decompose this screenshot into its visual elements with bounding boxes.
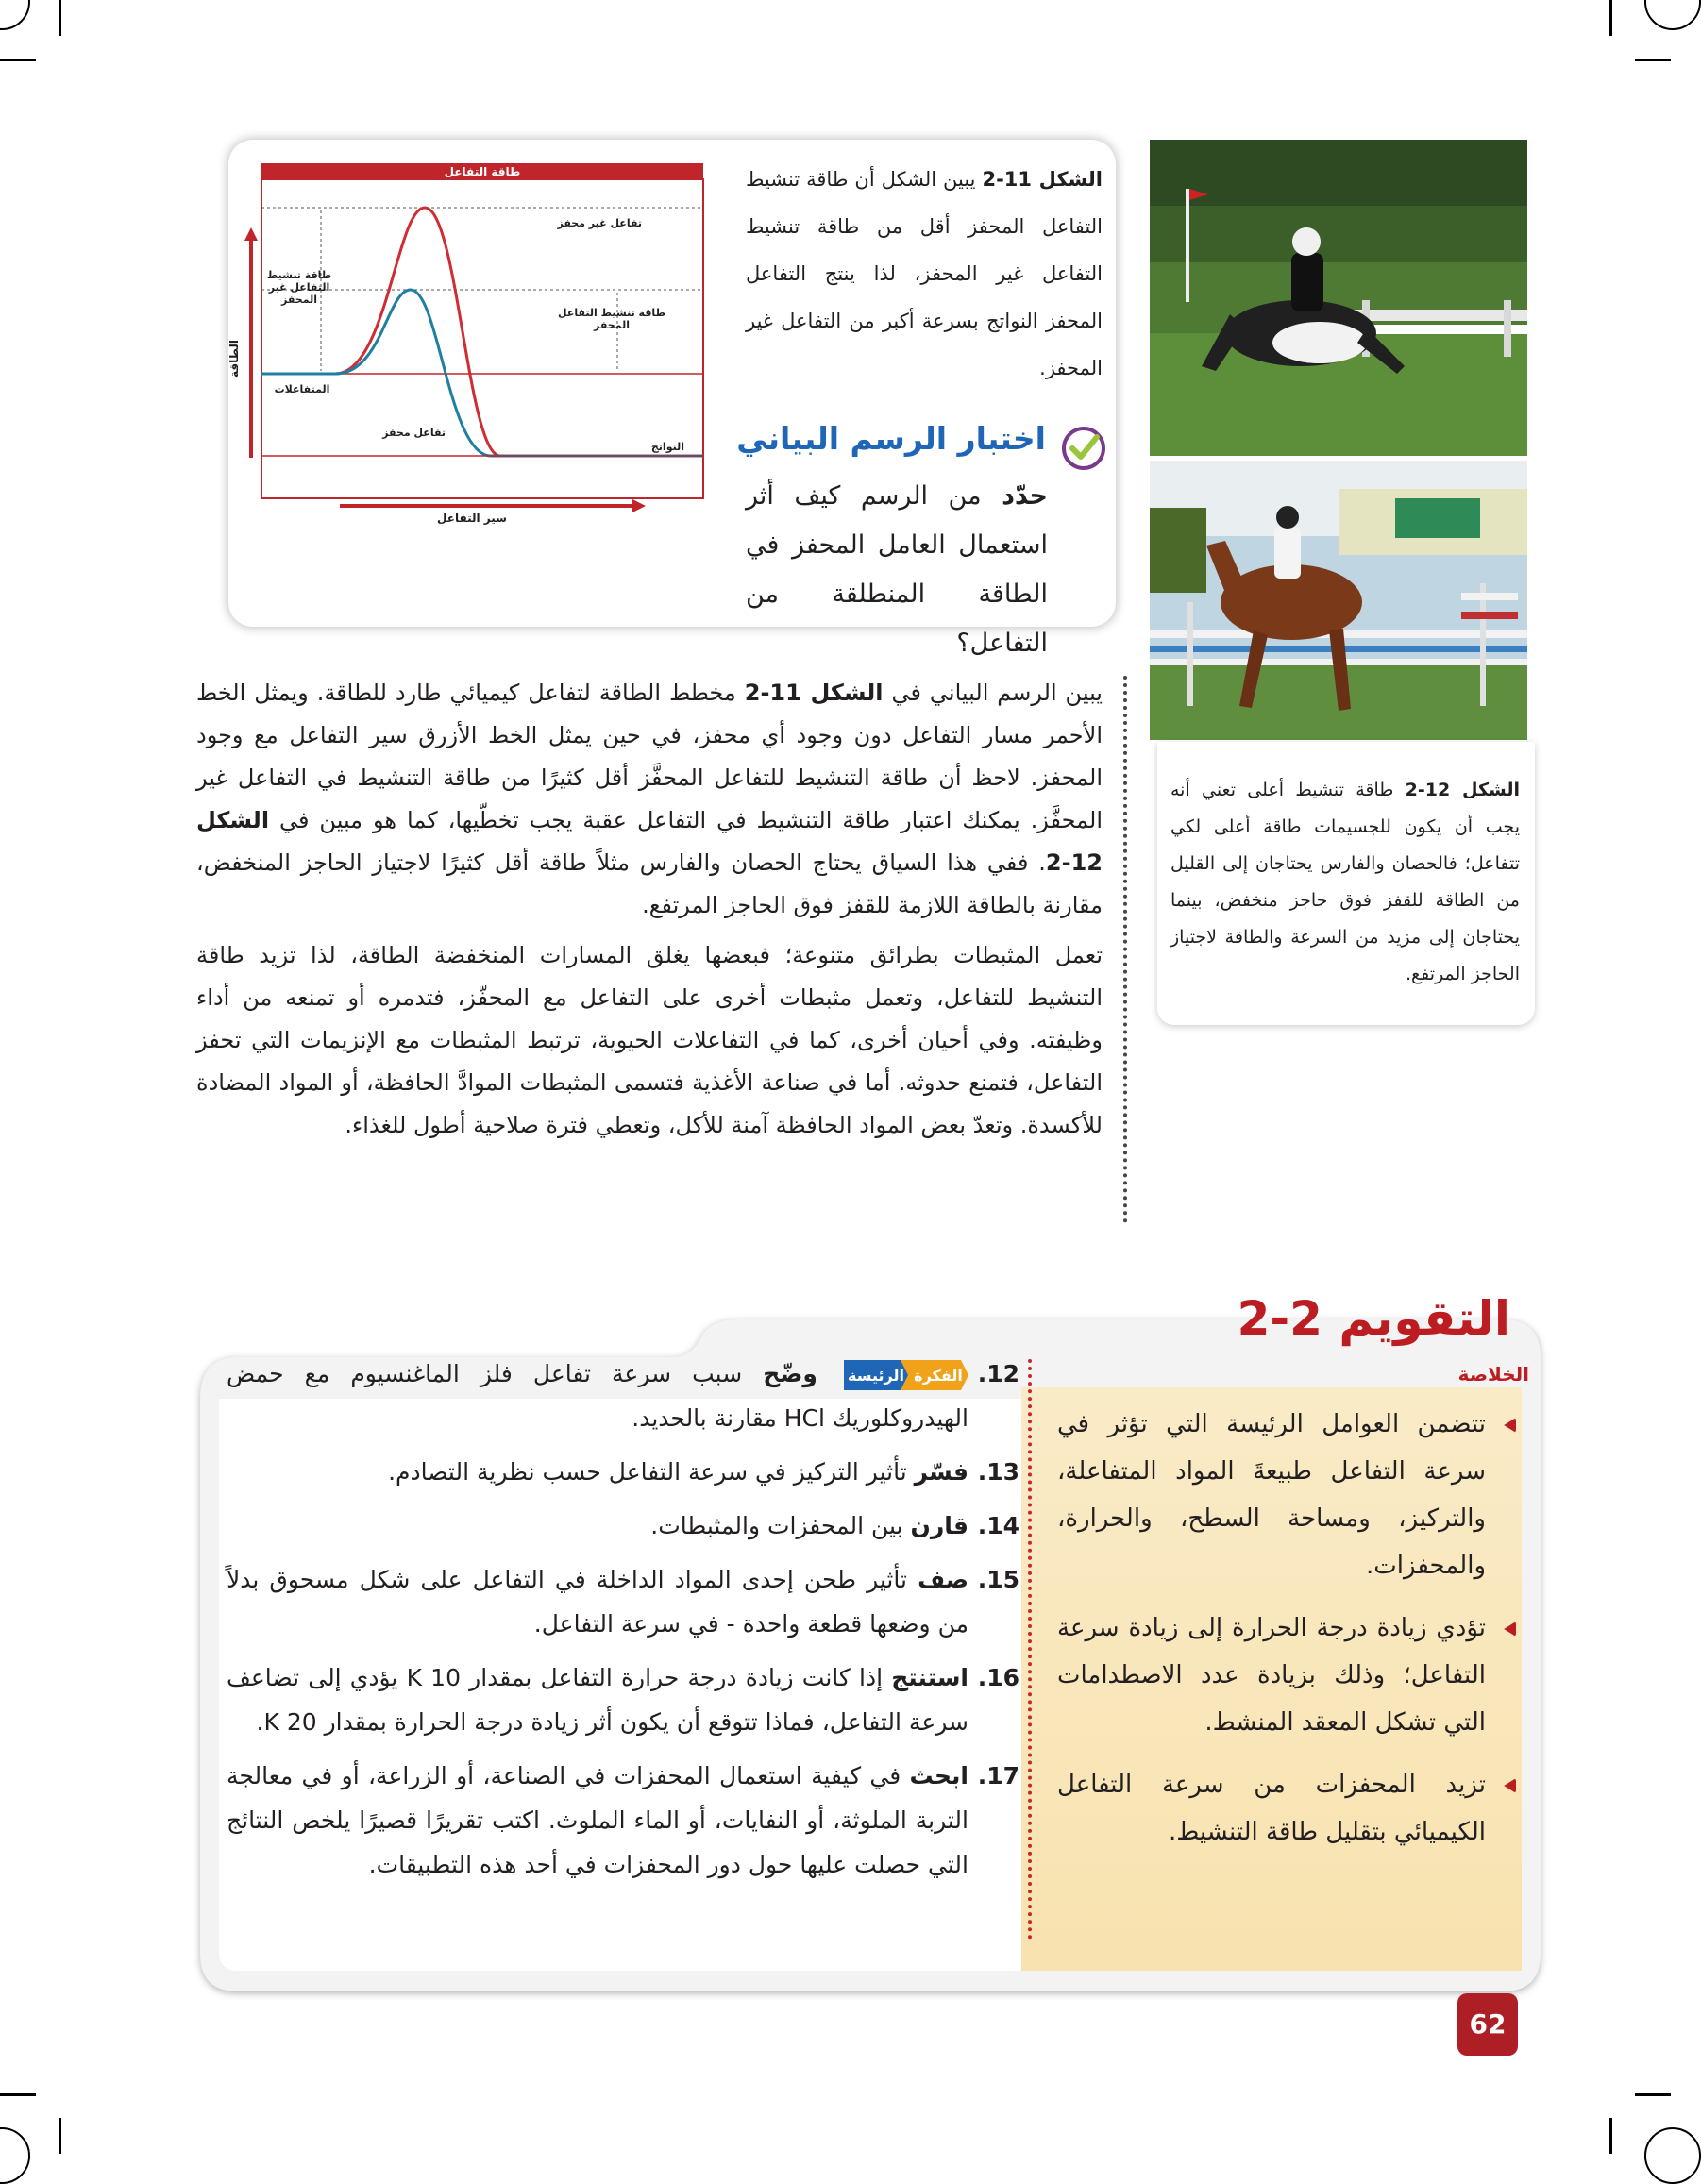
question-text: تأثير طحن إحدى المواد الداخلة في التفاعل على شكل مسحوق بدلاً من وضعها قطعة واحدة - في سرعة التفاعل.	[227, 1566, 968, 1638]
question-item	[227, 1352, 1019, 1440]
registration-mark	[1644, 2127, 1701, 2184]
label-products: النواتج	[650, 441, 684, 453]
summary-list	[1057, 1401, 1516, 1871]
body-paragraph-2: تعمل المثبطات بطرائق متنوعة؛ فبعضها يغلق المسارات المنخفضة الطاقة، لذا تزيد طاقة التنشيط للتفاعل، وتعمل مثبطات أخرى على التفاعل مع المحفّز، فتدمره أو تمنعه من أداء وظيفته. وفي أحيان أخرى، كما في التفاعلات الحيوية، ترتبط المثبطات مع الإنزيمات التي تحفز التفاعل، فتمنع حدوثه. أما في صناعة الأغذية فتسمى المثبطات الموادَّ الحافظة، أو المواد المضادة للأكسدة. وتعدّ بعض المواد الحافظة آمنة للأكل، وتعطي فترة صلاحية أطول للغذاء.	[196, 942, 1103, 1138]
bullet-icon	[1501, 1418, 1516, 1433]
horse-jump-photo-high	[1150, 461, 1527, 740]
question-number: 15.	[977, 1566, 1019, 1593]
figure-11-reference: الشكل 11-2	[744, 680, 884, 706]
question-number: 17.	[977, 1762, 1019, 1789]
y-axis-arrowhead	[244, 227, 258, 241]
question-verb: وضّح	[763, 1360, 817, 1387]
graph-check-header	[736, 420, 1114, 467]
main-idea-badge	[844, 1358, 968, 1392]
body-paragraph-1	[196, 672, 1103, 927]
question-number: 13.	[977, 1458, 1019, 1486]
crop-mark	[59, 0, 61, 36]
crop-mark	[1635, 59, 1671, 61]
label-reactants: المتفاعلات	[274, 383, 330, 395]
question-number: 12.	[977, 1360, 1019, 1387]
graph-check-title: اختبار الرسم البياني	[736, 420, 1046, 457]
summary-item	[1057, 1604, 1516, 1746]
badge-text-2: الرئيسة	[848, 1367, 904, 1385]
checkmark-icon	[1061, 426, 1106, 471]
summary-item	[1057, 1401, 1516, 1589]
energy-chart	[227, 156, 717, 529]
figure-11-label: الشكل 11-2	[982, 168, 1103, 191]
question-text: في كيفية استعمال المحفزات في الصناعة، أو الزراعة، أو في معالجة التربة الملوثة، أو النفايات، أو الماء الملوث. اكتب تقريرًا قصيرًا يلخص النتائج التي حصلت عليها حول دور المحفزات في أحد هذه التطبيقات.	[227, 1762, 968, 1878]
body-text-span: يبين الرسم البياني في	[883, 680, 1103, 706]
crop-mark	[0, 59, 36, 61]
page-number: 62	[1457, 1993, 1518, 2056]
graph-check-question	[746, 472, 1048, 668]
figure-12-reference: الشكل 12-2	[196, 807, 1103, 876]
question-text: إذا كانت زيادة درجة حرارة التفاعل بمقدار 10 K يؤدي إلى تضاعف سرعة التفاعل، فماذا تتوقع أن يكون أثر زيادة درجة الحرارة بمقدار 20 K.	[227, 1664, 968, 1736]
body-text-span: مخطط الطاقة لتفاعل كيميائي طارد للطاقة. ويمثل الخط الأحمر مسار التفاعل دون وجود أي محفز، في حين يمثل الخط الأزرق سير التفاعل مع وجود المحفز. لاحظ أن طاقة التنشيط للتفاعل المحفَّز أقل كثيرًا من طاقة التنشيط في التفاعل غير المحفَّز. يمكنك اعتبار طاقة التنشيط في التفاعل عقبة يجب تخطّيها، كما هو مبين في	[196, 680, 1103, 833]
label-ea-catalyzed-wrap	[555, 307, 668, 344]
margin-dotted-rule	[1123, 676, 1127, 1223]
registration-mark	[1644, 0, 1701, 30]
question-number: 16.	[977, 1664, 1019, 1691]
question-verb: ابحث	[909, 1762, 968, 1789]
question-item	[227, 1504, 1019, 1548]
crop-mark	[1635, 2093, 1671, 2096]
question-number: 14.	[977, 1512, 1019, 1539]
summary-label: الخلاصة	[1457, 1363, 1529, 1386]
summary-item	[1057, 1761, 1516, 1856]
question-item	[227, 1754, 1019, 1887]
label-ea-uncatalyzed: طاقة تنشيط التفاعل غير المحفز	[266, 269, 332, 306]
registration-mark	[0, 0, 30, 30]
crop-mark	[1609, 2118, 1612, 2154]
question-verb: قارن	[910, 1512, 968, 1539]
figure-11-caption	[746, 156, 1103, 392]
question-item	[227, 1557, 1019, 1646]
crop-mark	[59, 2118, 61, 2154]
x-axis-arrowhead	[632, 499, 646, 512]
crop-mark	[0, 2093, 36, 2096]
summary-text: تتضمن العوامل الرئيسة التي تؤثر في سرعة التفاعل طبيعةَ المواد المتفاعلة، والتركيز، ومساحة السطح، والحرارة، والمحفزات.	[1057, 1410, 1486, 1580]
horse-jump-photo-low	[1150, 140, 1527, 456]
graph-check-verb: حدّد	[1002, 481, 1048, 511]
assessment-title: التقويم 2-2	[1237, 1291, 1510, 1346]
label-catalyzed: تفاعل محفز	[382, 427, 446, 439]
figure-12-caption-text: طاقة تنشيط أعلى تعني أنه يجب أن يكون للجسيمات طاقة أعلى لكي تتفاعل؛ فالحصان والفارس يحتاجان إلى القليل من الطاقة للقفز فوق حاجز منخفض، بينما يحتاجان إلى مزيد من السرعة والطاقة لاجتياز الحاجز المرتفع.	[1170, 780, 1520, 984]
question-item	[227, 1655, 1019, 1744]
graph-check-text: من الرسم كيف أثر استعمال العامل المحفز في الطاقة المنطلقة من التفاعل؟	[746, 481, 1048, 658]
label-uncatalyzed: تفاعل غير محفز	[557, 217, 642, 229]
review-questions	[227, 1352, 1019, 1896]
question-verb: صف	[918, 1566, 969, 1593]
question-verb: استنتج	[891, 1664, 969, 1691]
y-axis-label: الطاقة	[227, 340, 241, 378]
summary-text: تؤدي زيادة درجة الحرارة إلى زيادة سرعة التفاعل؛ وذلك بزيادة عدد الاصطدامات التي تشكل المعقد المنشط.	[1057, 1614, 1486, 1737]
question-text: بين المحفزات والمثبطات.	[650, 1512, 903, 1539]
question-verb: فسّر	[914, 1458, 968, 1486]
badge-text-1: الفكرة	[914, 1367, 963, 1385]
x-axis-label: سير التفاعل	[437, 512, 507, 525]
body-text-span: . ففي هذا السياق يحتاج الحصان والفارس مثلاً طاقة أقل كثيرًا لاجتياز الحاجز المنخفض، مقارنة بالطاقة اللازمة للقفز فوق الحاجز المرتفع.	[196, 849, 1103, 918]
label-ea-uncatalyzed-wrap	[257, 269, 342, 314]
question-text: تأثير التركيز في سرعة التفاعل حسب نظرية التصادم.	[388, 1458, 907, 1486]
question-text: سبب سرعة تفاعل فلز الماغنسيوم مع حمض الهيدروكلوريك HCl مقارنة بالحديد.	[227, 1360, 968, 1432]
figure-11-caption-text: يبين الشكل أن طاقة تنشيط التفاعل المحفز أقل من طاقة تنشيط التفاعل غير المحفز، لذا ينتج التفاعل المحفز النواتج بسرعة أكبر من التفاعل غير المحفز.	[746, 168, 1103, 379]
registration-mark	[0, 2127, 30, 2184]
body-text	[196, 672, 1103, 1154]
figure-12-caption	[1170, 772, 1520, 993]
chart-title: طاقة التفاعل	[444, 165, 521, 178]
bullet-icon	[1501, 1778, 1516, 1793]
figure-12-label: الشكل 12-2	[1405, 780, 1520, 800]
summary-text: تزيد المحفزات من سرعة التفاعل الكيميائي بتقليل طاقة التنشيط.	[1057, 1771, 1486, 1846]
question-item	[227, 1450, 1019, 1494]
label-ea-catalyzed: طاقة تنشيط التفاعل المحفز	[558, 307, 665, 331]
assessment-dotted-divider	[1028, 1359, 1032, 1940]
crop-mark	[1609, 0, 1612, 36]
bullet-icon	[1501, 1621, 1516, 1637]
